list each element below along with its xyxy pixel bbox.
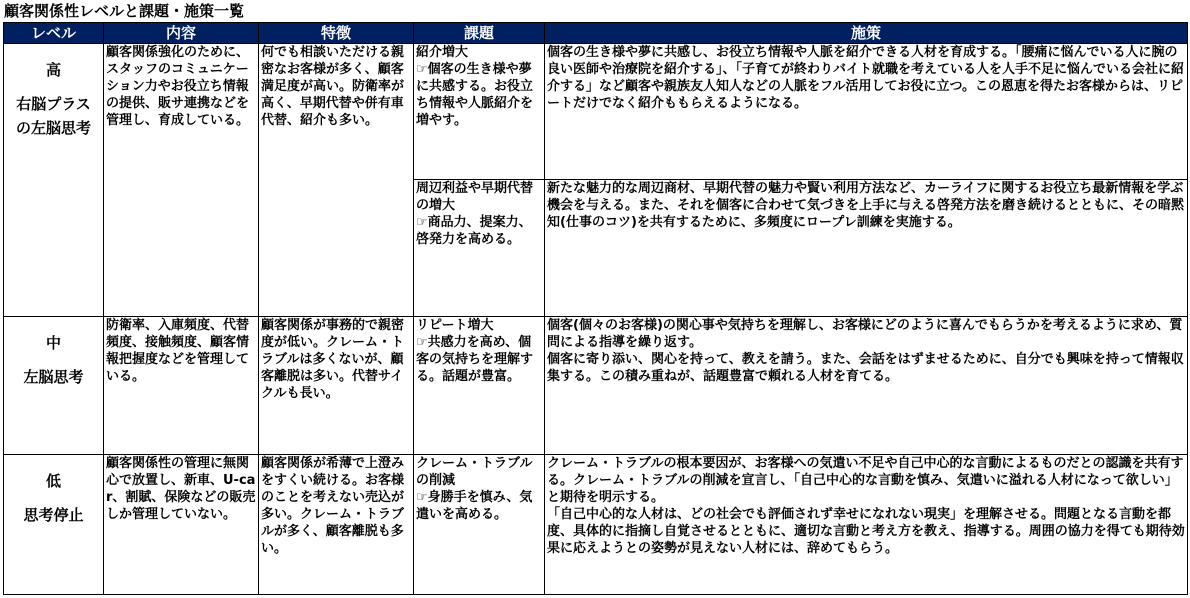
table-row [4,317,1188,455]
issue-cell: クレーム・トラブルの削減 ☞身勝手を慎み、気遣いを高める。 [414,455,545,595]
measure-cell: クレーム・トラブルの根本要因が、お客様への気遣い不足や自己中心的な言動によるものだとの認識を共有する。クレーム・トラブルの削減を宣言し、「自己中心的な言動を慎み、気遣いに溢れる人材になって欲しい」と期待を明示する。 「自己中心的な人材は、どの社会でも評価されず幸せになれない現実」を理解させる。問題となる言動を都度、具体的に指摘し自覚させるとともに、適切な言動と考え方を教え、指導する。周囲の協力を得ても期待効果に応えようとの姿勢が見えない人材には、辞めてもらう。 [545,455,1188,595]
header-measure: 施策 [545,23,1188,44]
content-cell: 防衛率、入庫頻度、代替頻度、接触頻度、顧客情報把握度などを管理している。 [104,317,259,455]
feature-cell: 顧客関係が事務的で親密度が低い。クレーム・トラブルは多くないが、顧客離脱は多い。代替サイクルも長い。 [259,317,414,455]
content-cell: 顧客関係性の管理に無関心で放置し、新車、U-car、割賦、保険などの販売しか管理していない。 [104,455,259,595]
header-issue: 課題 [414,23,545,44]
level-name: 低 [45,472,61,490]
measure-cell: 個客の生き様や夢に共感し、お役立ち情報や人脈を紹介できる人材を育成する。「腰痛に悩んでいる人に腕の良い医師や治療院を紹介する」、「子育てが終わりバイト就職を考えている人を人手不足に悩んでいる会社に紹介する」など顧客や親族友人知人などの人脈をフル活用してお役に立つ。この恩恵を得たお客様からは、リピートだけでなく紹介ももらえるようになる。 [545,44,1188,180]
measure-cell: 新たな魅力的な周辺商材、早期代替の魅力や賢い利用方法など、カーライフに関するお役立ち最新情報を学ぶ機会を与える。また、それを個客に合わせて気づきを上手に与える啓発方法を磨き続けるとともに、その暗黙知(仕事のコツ)を共有するために、多頻度にロープレ訓練を実施する。 [545,180,1188,317]
table-row [4,455,1188,595]
level-desc: 思考停止 [23,506,84,524]
page-title: 顧客関係性レベルと課題・施策一覧 [4,2,245,20]
header-level: レベル [4,23,104,44]
content-cell: 顧客関係強化のために、スタッフのコミュニケーション力やお役立ち情報の提供、販サ連携などを管理し、育成している。 [104,44,259,317]
level-name: 高 [45,61,61,79]
table-header-row [4,23,1188,44]
issue-cell: 紹介増大 ☞個客の生き様や夢に共感する。お役立ち情報や人脈紹介を増やす。 [414,44,545,180]
table-row [4,44,1188,180]
header-content: 内容 [104,23,259,44]
level-cell [4,317,104,455]
level-desc: 左脳思考 [23,368,84,386]
level-desc: 右脳プラス の左脳思考 [15,95,91,137]
feature-cell: 何でも相談いただける親密なお客様が多く、顧客満足度が高い。防衛率が高く、早期代替や併有車代替、紹介も多い。 [259,44,414,317]
feature-cell: 顧客関係が希薄で上澄みをすくい続ける。お客様のことを考えない売込が多い。クレーム・トラブルが多く、顧客離脱も多い。 [259,455,414,595]
header-feature: 特徴 [259,23,414,44]
measure-cell: 個客(個々のお客様)の関心事や気持ちを理解し、お客様にどのように喜んでもらうかを考えるように求め、質問による指導を繰り返す。 個客に寄り添い、関心を持って、教えを請う。また、会話をはずませるために、自分でも興味を持って情報収集する。この積み重ねが、話題豊富で頼れる人材を育てる。 [545,317,1188,455]
level-cell [4,44,104,317]
relationship-table [3,22,1188,595]
level-cell [4,455,104,595]
issue-cell: リピート増大 ☞共感力を高め、個客の気持ちを理解する。話題が豊富。 [414,317,545,455]
issue-cell: 周辺利益や早期代替の増大 ☞商品力、提案力、啓発力を高める。 [414,180,545,317]
level-name: 中 [45,334,61,352]
